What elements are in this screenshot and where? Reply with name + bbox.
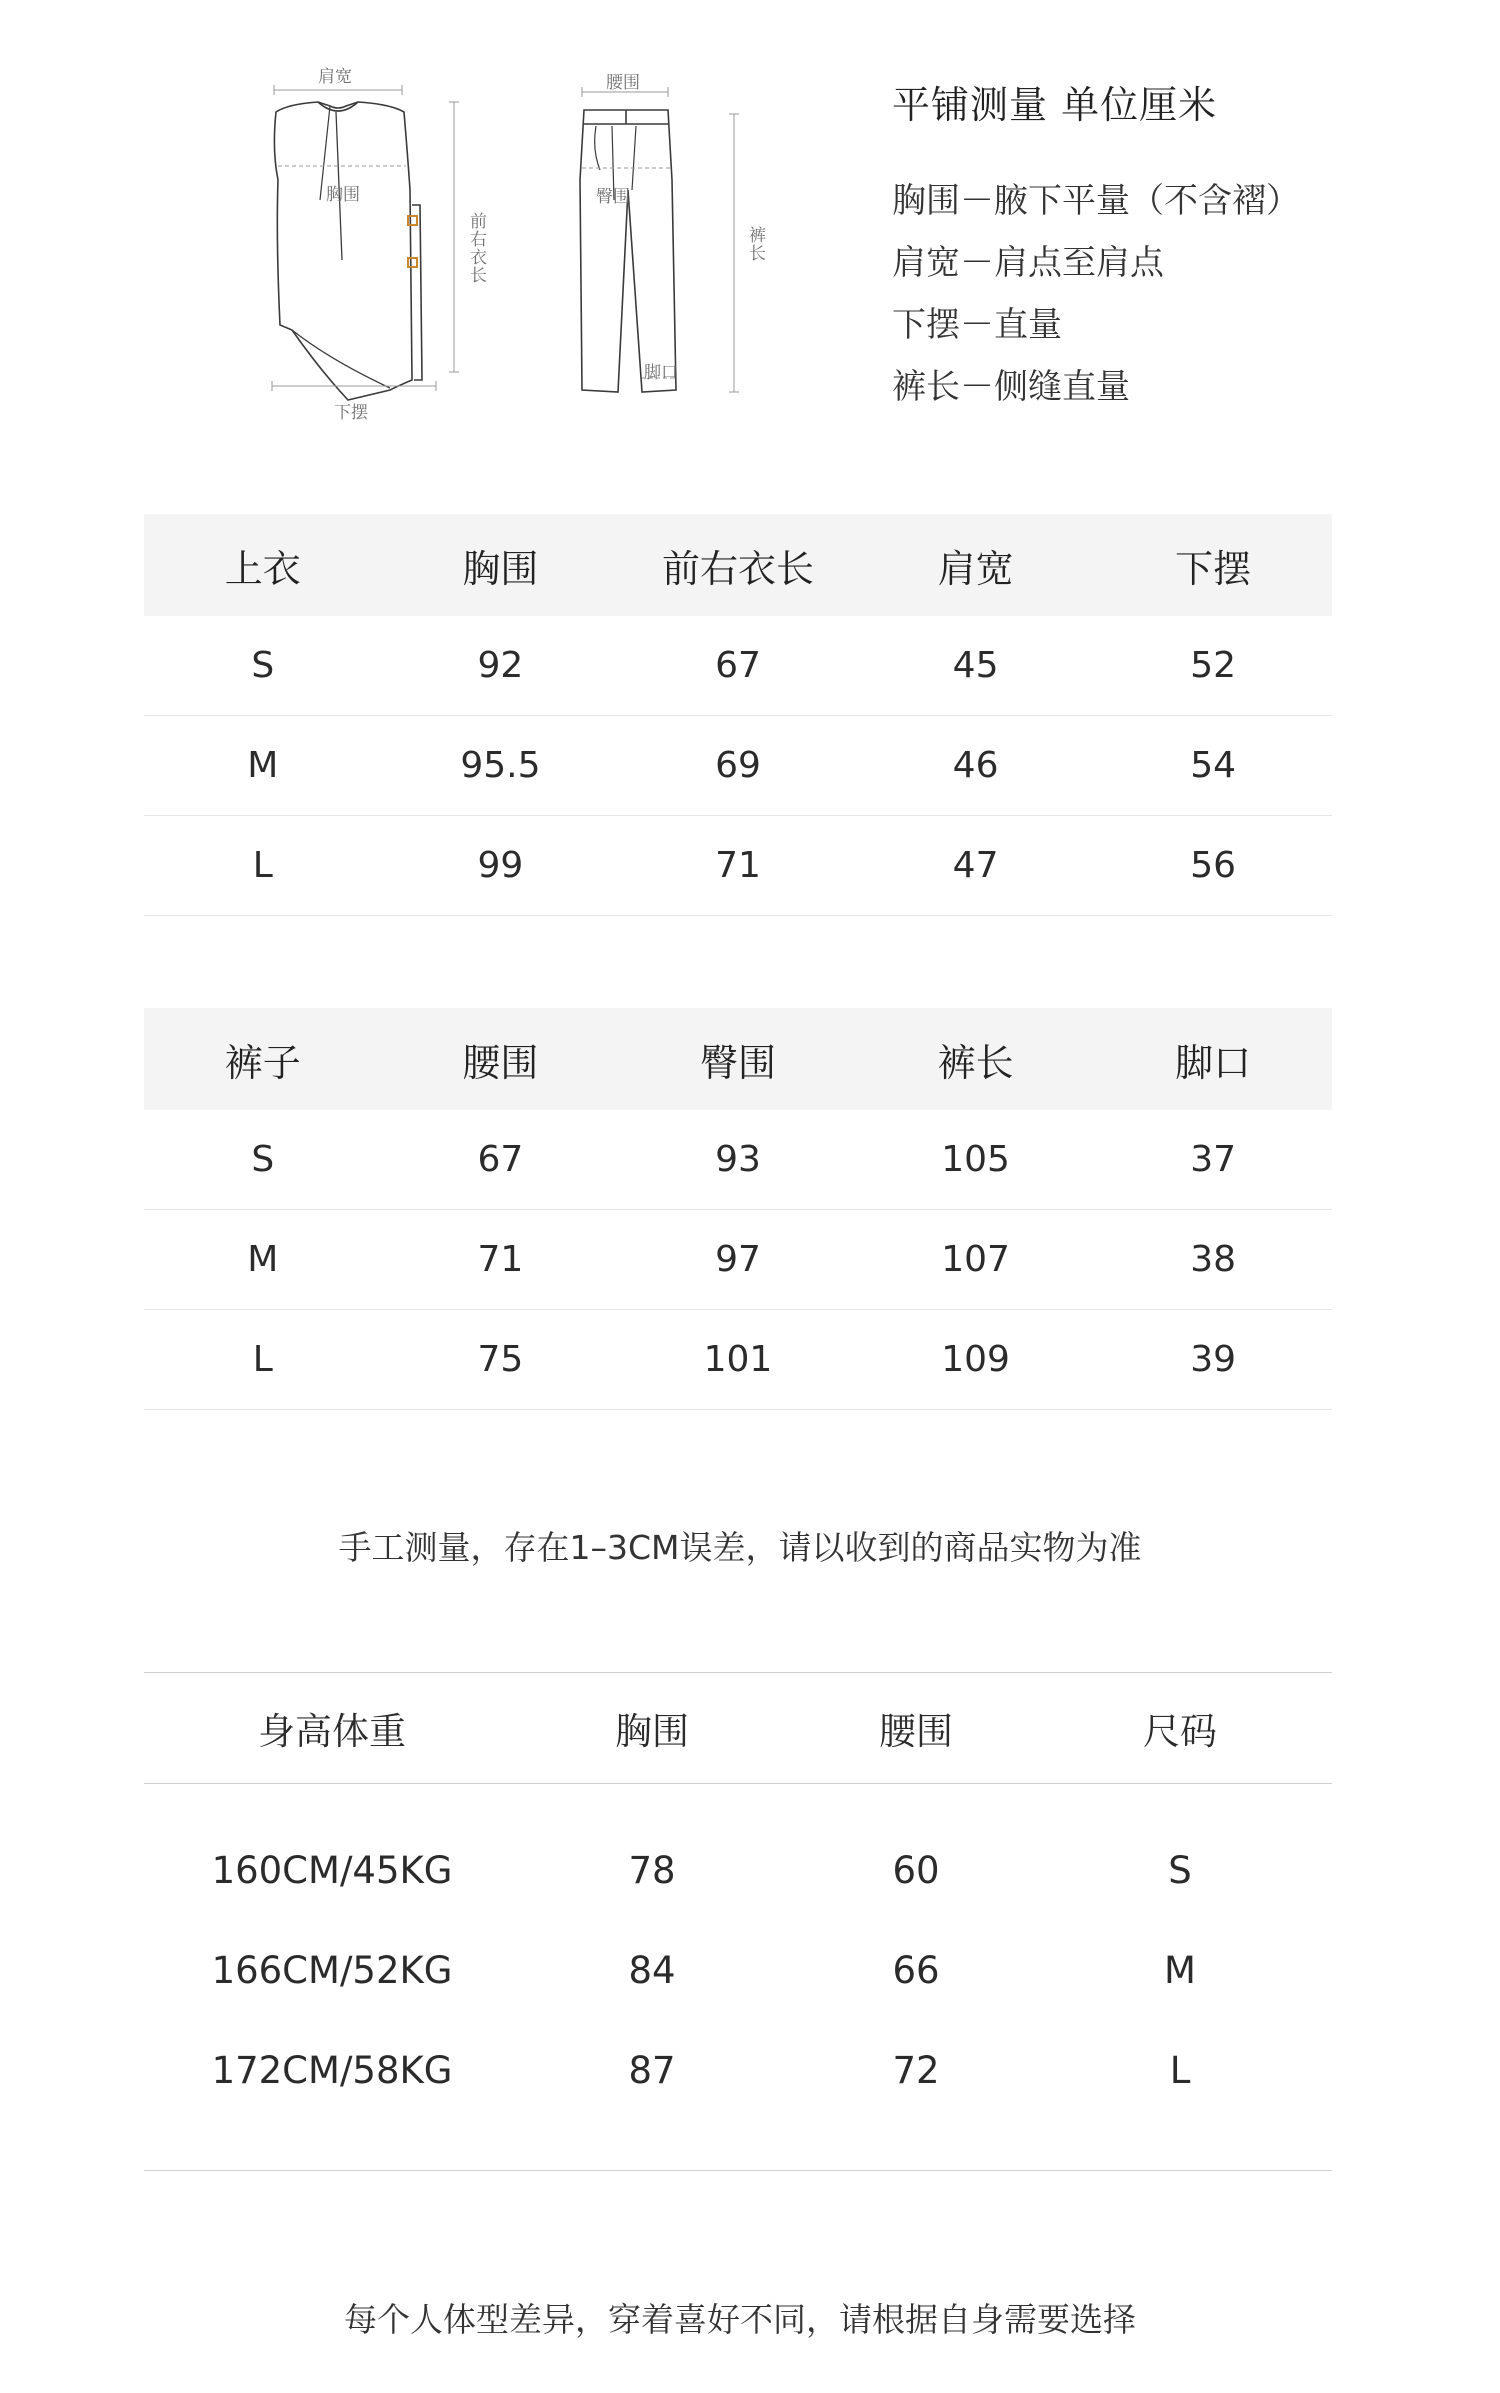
measurement-error-note: 手工测量，存在1–3CM误差，请以收到的商品实物为准: [338, 1528, 1142, 1567]
table-header: [144, 1008, 1332, 1110]
size-cell: S: [1168, 1848, 1192, 1892]
top-size-table: [144, 514, 1332, 916]
header-cell: 腰围: [879, 1710, 953, 1753]
value-cell: 109: [941, 1339, 1010, 1380]
note-shoulder: 肩宽－肩点至肩点: [892, 243, 1164, 283]
value-cell: 99: [477, 845, 524, 886]
value-cell: 84: [628, 1948, 676, 1992]
header-cell: 裤子: [224, 1040, 301, 1085]
garment-diagram: [240, 40, 780, 440]
value-cell: 38: [1190, 1239, 1237, 1280]
value-cell: 56: [1190, 845, 1237, 886]
value-cell: 92: [477, 645, 524, 686]
header-cell: 前右衣长: [661, 546, 814, 591]
hem-label: 下摆: [334, 403, 368, 423]
table-row: [144, 616, 1332, 716]
buckle-upper: [408, 216, 417, 225]
value-cell: 52: [1190, 645, 1237, 686]
note-pants-length: 裤长－侧缝直量: [892, 367, 1130, 407]
size-cell: M: [1164, 1948, 1196, 1992]
size-cell: L: [252, 845, 273, 886]
divider: [144, 2170, 1332, 2171]
value-cell: 71: [715, 845, 761, 886]
fit-advice-note: 每个人体型差异，穿着喜好不同，请根据自身需要选择: [344, 2300, 1136, 2339]
value-cell: 45: [952, 645, 999, 686]
header-cell: 裤长: [937, 1040, 1014, 1085]
value-cell: 97: [715, 1239, 761, 1280]
value-cell: 72: [892, 2048, 940, 2092]
header-cell: 腰围: [462, 1040, 539, 1085]
value-cell: 60: [892, 1848, 940, 1892]
size-cell: S: [251, 1139, 275, 1180]
value-cell: 71: [477, 1239, 524, 1280]
table-row: [144, 816, 1332, 916]
waist-label: 腰围: [606, 73, 640, 93]
height-weight-cell: 166CM/52KG: [211, 1948, 453, 1992]
buckle-lower: [408, 258, 417, 267]
value-cell: 93: [715, 1139, 761, 1180]
header-cell: 肩宽: [937, 546, 1014, 591]
value-cell: 78: [628, 1848, 676, 1892]
value-cell: 47: [952, 845, 999, 886]
front-right-length-label: 前右衣长: [466, 212, 486, 284]
size-cell: M: [247, 745, 279, 786]
measure-notes: [892, 180, 1300, 428]
value-cell: 37: [1190, 1139, 1237, 1180]
value-cell: 101: [703, 1339, 773, 1380]
hip-label: 臀围: [596, 187, 630, 207]
table-row: [144, 1310, 1332, 1410]
header-cell: 胸围: [462, 546, 539, 591]
value-cell: 39: [1190, 1339, 1237, 1380]
value-cell: 75: [477, 1339, 524, 1380]
value-cell: 66: [892, 1948, 940, 1992]
measure-title: 平铺测量 单位厘米: [892, 83, 1218, 127]
size-cell: L: [1169, 2048, 1191, 2092]
value-cell: 87: [628, 2048, 676, 2092]
value-cell: 95.5: [460, 745, 541, 786]
table-row: [144, 1820, 1332, 1920]
value-cell: 54: [1190, 745, 1237, 786]
value-cell: 46: [952, 745, 999, 786]
value-cell: 67: [715, 645, 761, 686]
shoulder-label: 肩宽: [318, 67, 352, 87]
size-cell: S: [251, 645, 275, 686]
value-cell: 105: [941, 1139, 1010, 1180]
value-cell: 107: [941, 1239, 1010, 1280]
header-cell: 下摆: [1175, 546, 1252, 591]
value-cell: 67: [477, 1139, 524, 1180]
note-chest: 胸围－腋下平量（不含褶）: [892, 181, 1300, 221]
height-weight-cell: 160CM/45KG: [211, 1848, 453, 1892]
header-cell: 尺码: [1143, 1710, 1217, 1753]
garment-sketch: [240, 40, 780, 440]
chest-label: 胸围: [326, 185, 360, 205]
leg-opening-label: 脚口: [644, 363, 678, 383]
height-weight-cell: 172CM/58KG: [211, 2048, 453, 2092]
table-row: [144, 1110, 1332, 1210]
header-cell: 胸围: [615, 1710, 689, 1753]
table-row: [144, 716, 1332, 816]
size-cell: M: [247, 1239, 279, 1280]
header-cell: 上衣: [224, 546, 301, 591]
size-cell: L: [252, 1339, 273, 1380]
header-cell: 身高体重: [258, 1710, 406, 1753]
table-header: [144, 514, 1332, 616]
table-row: [144, 1210, 1332, 1310]
table-row: [144, 1920, 1332, 2020]
size-reference-table: [144, 1672, 1332, 2171]
table-header: [144, 1673, 1332, 1783]
header-cell: 脚口: [1175, 1040, 1252, 1085]
pants-length-label: 裤长: [745, 226, 765, 262]
value-cell: 69: [715, 745, 761, 786]
table-row: [144, 2020, 1332, 2120]
pants-size-table: [144, 1008, 1332, 1410]
note-hem: 下摆－直量: [892, 305, 1062, 345]
header-cell: 臀围: [699, 1040, 776, 1085]
